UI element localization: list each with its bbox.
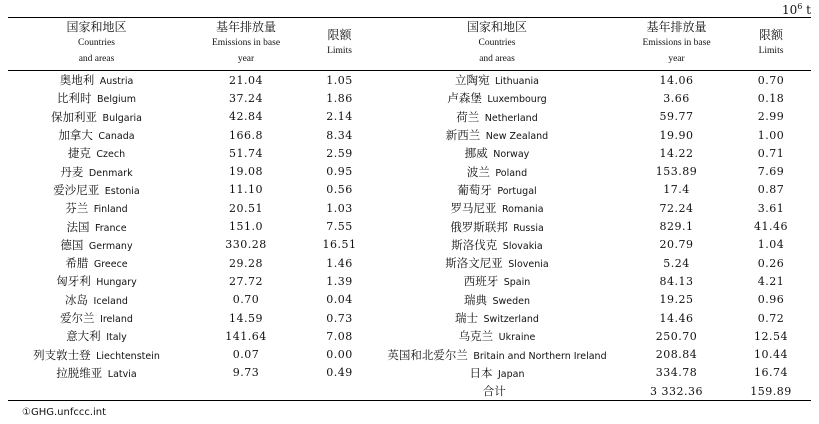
country-name-en: Spain [503,277,531,289]
country-name-en: Lithuania [494,76,539,88]
emissions-right: 14.22 [659,146,694,160]
country-name-en: France [94,222,127,234]
emissions-right: 14.06 [659,73,694,87]
header-country-zh: 国家和地区 [66,20,127,34]
emissions-right: 208.84 [655,348,698,362]
unit-exponent: 6 [797,2,803,11]
country-name-en: Canada [98,131,135,143]
header-emissions-right-en-2: year [668,54,685,64]
country-right [372,126,622,144]
country-left [8,108,185,126]
country-right [372,181,622,199]
table-row [8,291,811,309]
country-right [372,382,622,401]
country-name-zh: 波兰 [466,164,490,179]
country-name-zh: 斯洛伐克 [451,237,498,252]
table-row [8,217,811,235]
header-emissions-right-zh: 基年排放量 [646,20,707,34]
limit-left: 1.46 [326,256,353,270]
emissions-left: 0.07 [232,348,260,362]
table-row [8,162,811,180]
limit-left: 0.04 [326,293,353,307]
header-country-right-en-2: and areas [479,54,515,64]
country-name-en: Bulgaria [102,112,142,124]
emissions-right: 5.24 [663,256,690,270]
emissions-left: 166.8 [229,128,263,142]
limit-left: 0.95 [326,165,353,179]
country-left [8,291,185,309]
country-name-zh: 丹麦 [60,164,84,179]
table-row [8,236,811,254]
header-emissions-zh: 基年排放量 [215,20,276,34]
limit-right: 1.04 [757,238,785,252]
country-name-zh: 匈牙利 [56,274,91,289]
header-country [8,18,185,71]
country-name-zh: 捷克 [67,146,91,161]
country-left [8,89,185,107]
emissions-right: 19.25 [659,293,694,307]
table-row [8,345,811,363]
country-name-zh: 卢森堡 [447,91,482,106]
country-name-en: Estonia [104,185,140,197]
emissions-right: 59.77 [659,110,694,124]
table-row [8,254,811,272]
emissions-left: 151.0 [229,220,263,234]
country-name-en: Iceland [93,295,128,307]
unit-base: 10 [781,3,798,17]
table-row [8,126,811,144]
country-name-en: Switzerland [483,314,539,325]
limit-left: 1.39 [326,274,353,288]
country-name-en: New Zealand [485,131,549,143]
country-right [372,291,622,309]
country-right [372,309,622,327]
table-row [8,382,811,401]
country-name-zh: 瑞士 [455,311,479,325]
table-row [8,89,811,107]
table-row [8,71,811,90]
header-country-en-1: Countries [78,38,115,48]
country-name-zh: 葡萄牙 [457,182,492,197]
emissions-left: 42.84 [229,110,263,124]
country-name-zh: 奥地利 [59,73,95,88]
limit-left: 2.59 [326,146,353,160]
emissions-left: 330.28 [225,238,267,252]
limit-right: 12.54 [754,329,788,343]
limit-left: 7.08 [326,329,353,343]
country-right [372,89,622,107]
country-name-zh: 日本 [469,365,493,380]
country-name-zh: 荷兰 [456,109,480,124]
country-name-en: Austria [99,76,134,88]
country-name-zh: 法国 [66,219,90,234]
limit-right: 41.46 [754,220,788,234]
limit-left: 2.14 [326,110,353,124]
country-name-zh: 挪威 [464,146,488,161]
table-row [8,199,811,217]
country-right [372,345,622,363]
country-left [8,217,185,235]
header-limits-right-en: Limits [758,46,784,56]
emissions-right: 250.70 [655,329,698,343]
emissions-right: 153.89 [655,165,698,179]
country-right [372,217,622,235]
country-right [372,162,622,180]
country-name-en: Germany [88,240,133,252]
country-name-en: Denmark [88,167,133,179]
country-right [372,199,622,217]
country-name-en: Norway [493,149,530,161]
header-country-right [372,18,622,71]
table-row [8,144,811,162]
country-name-en: Poland [495,167,528,179]
header-emissions-right-en-1: Emissions in base [642,38,711,48]
country-name-en: Romania [501,204,544,216]
country-name-en: Britain and Northern Ireland [473,350,607,362]
country-name-en: Greece [93,259,128,271]
header-limits-right [731,18,811,71]
country-right [372,71,622,90]
emissions-right: 20.79 [659,238,694,252]
header-limits-en: Limits [327,46,352,56]
country-name-en: Czech [96,149,126,161]
emissions-right: 19.90 [659,128,694,142]
limit-right: 0.70 [757,73,785,87]
country-name-zh: 保加利亚 [51,109,98,124]
emissions-right: 14.46 [659,311,694,325]
limit-right: 1.00 [757,128,785,142]
limit-left [307,382,372,401]
country-left [8,199,185,217]
country-name-zh: 比利时 [57,91,92,106]
country-right [372,364,622,382]
country-name-zh: 爱尔兰 [60,311,95,325]
country-name-zh: 新西兰 [445,128,481,143]
unit-label [782,2,811,17]
header-limits [307,18,372,71]
country-name-en: Ukraine [498,332,536,344]
limit-left: 1.05 [326,73,353,87]
emissions-left [185,382,307,401]
country-name-zh: 斯洛文尼亚 [445,256,503,271]
limit-right: 4.21 [757,274,785,288]
country-left [8,144,185,162]
limit-left: 7.55 [326,220,353,234]
limit-left: 0.73 [326,311,353,325]
country-name-en: Latvia [107,368,137,380]
emissions-left: 19.08 [229,165,263,179]
country-name-en: Sweden [492,295,531,307]
emissions-right: 3.66 [663,91,690,105]
country-name-en: Finland [93,204,128,216]
country-name-en: Luxembourg [487,94,547,106]
table-row [8,309,811,327]
emissions-right: 3 332.36 [622,382,731,401]
country-left [8,382,185,401]
emissions-left: 20.51 [229,201,263,215]
country-name-en: Portugal [497,185,537,197]
table-row [8,181,811,199]
emissions-left: 11.10 [229,183,263,197]
emissions-right: 334.78 [655,366,698,380]
country-name-zh: 立陶宛 [454,73,490,88]
country-name-zh: 意大利 [66,329,101,344]
country-left [8,71,185,90]
country-left [8,162,185,180]
limit-right: 3.61 [757,201,785,215]
limit-right: 159.89 [731,382,811,401]
header-emissions-en-1: Emissions in base [211,38,281,48]
country-name-zh: 合计 [482,384,506,399]
limit-right: 16.74 [754,366,788,380]
table-row [8,108,811,126]
country-left [8,126,185,144]
country-left [8,309,185,327]
limit-right: 0.72 [757,311,785,325]
country-name-en: Belgium [97,94,136,106]
header-emissions-en-2: year [237,54,255,64]
country-left [8,254,185,272]
country-left [8,272,185,290]
emissions-left: 14.59 [229,311,263,325]
emissions-table [8,17,811,401]
country-name-zh: 西班牙 [463,274,499,289]
limit-left: 0.49 [326,366,353,380]
source-footnote: ①GHG.unfccc.int [22,407,107,418]
country-left [8,327,185,345]
emissions-left: 21.04 [229,73,263,87]
country-right [372,327,622,345]
header-country-right-en-1: Countries [478,38,516,48]
country-name-zh: 拉脱维亚 [56,365,103,380]
limit-right: 2.99 [757,110,785,124]
header-limits-zh: 限额 [327,28,352,42]
header-emissions [185,18,307,71]
country-right [372,254,622,272]
country-right [372,272,622,290]
country-name-zh: 德国 [60,237,84,252]
table-row [8,364,811,382]
table-row [8,327,811,345]
country-name-zh: 冰岛 [65,292,89,307]
country-name-zh: 列支敦士登 [33,347,91,362]
country-name-en: Hungary [96,277,137,289]
emissions-left: 37.24 [229,91,263,105]
country-name-en: Netherland [484,112,538,124]
country-name-en: Liechtenstein [96,350,160,362]
header-country-en-2: and areas [78,54,115,64]
emissions-left: 51.74 [229,146,263,160]
limit-right: 0.96 [757,293,785,307]
limit-right: 0.71 [757,146,785,160]
country-name-zh: 俄罗斯联邦 [450,219,508,234]
country-name-zh: 罗马尼亚 [450,201,497,216]
country-name-zh: 瑞典 [463,292,487,307]
country-name-zh: 芬兰 [65,201,89,216]
country-right [372,236,622,254]
country-name-en: Slovenia [508,259,549,271]
limit-left: 0.00 [326,348,353,362]
country-right [372,144,622,162]
country-name-en: Slovakia [502,240,543,252]
country-left [8,345,185,363]
limit-right: 0.26 [757,256,785,270]
header-country-right-zh: 国家和地区 [466,20,527,34]
country-name-en: Ireland [100,314,133,325]
emissions-right: 84.13 [659,274,694,288]
country-left [8,181,185,199]
emissions-left: 0.70 [232,293,260,307]
country-name-zh: 英国和北爱尔兰 [387,347,468,362]
limit-left: 16.51 [322,238,357,252]
limit-left: 1.86 [326,91,353,105]
emissions-right: 17.4 [663,183,690,197]
unit-suffix: t [802,3,811,17]
limit-left: 0.56 [326,183,353,197]
country-name-en: Russia [513,222,544,234]
limit-left: 8.34 [326,128,353,142]
country-left [8,236,185,254]
country-left [8,364,185,382]
country-name-en: Italy [106,332,127,344]
limit-right: 0.18 [757,91,785,105]
emissions-right: 72.24 [659,201,694,215]
country-name-en: Japan [498,368,525,380]
emissions-right: 829.1 [659,220,694,234]
country-name-zh: 加拿大 [58,128,93,143]
country-name-zh: 希腊 [65,256,89,271]
limit-left: 1.03 [326,201,353,215]
emissions-left: 9.73 [232,366,260,380]
limit-right: 10.44 [754,348,788,362]
country-name-zh: 乌克兰 [458,329,494,344]
emissions-left: 141.64 [225,329,267,343]
header-emissions-right [622,18,731,71]
limit-right: 0.87 [757,183,785,197]
emissions-left: 27.72 [229,274,263,288]
country-name-zh: 爱沙尼亚 [53,182,100,197]
emissions-left: 29.28 [229,256,263,270]
table-row [8,272,811,290]
header-limits-right-zh: 限额 [758,28,783,42]
limit-right: 7.69 [757,165,785,179]
table-header-row [8,18,811,71]
country-right [372,108,622,126]
